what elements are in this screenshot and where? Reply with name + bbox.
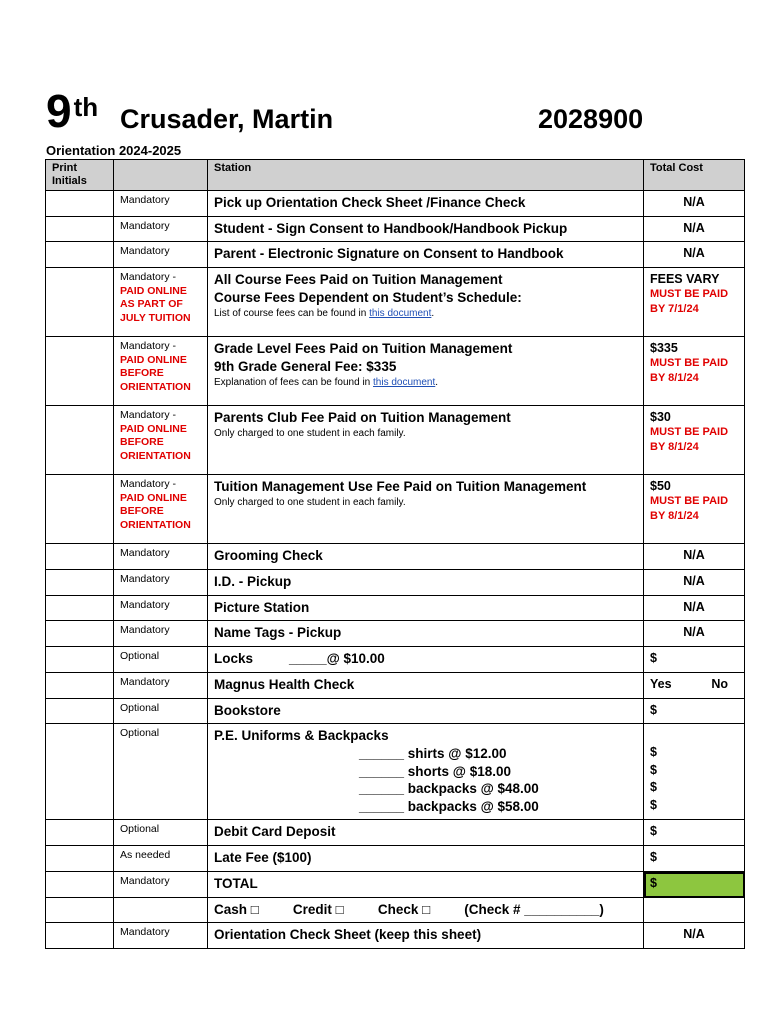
station-cell: Magnus Health Check <box>208 673 644 699</box>
col-header-initials: Print Initials <box>46 160 114 191</box>
station-cell: Late Fee ($100) <box>208 846 644 872</box>
cost-cell: N/A <box>644 544 745 570</box>
requirement-cell: Optional <box>114 699 208 724</box>
initials-cell[interactable] <box>46 621 114 647</box>
locks-quantity-field[interactable]: _____@ $10.00 <box>289 651 385 666</box>
requirement-cell: Optional <box>114 820 208 846</box>
no-option[interactable]: No <box>711 677 728 691</box>
table-row <box>46 673 745 699</box>
table-row <box>46 544 745 570</box>
station-cell: Orientation Check Sheet (keep this sheet) <box>208 923 644 949</box>
orientation-checklist-table <box>45 159 745 949</box>
col-header-requirement <box>114 160 208 191</box>
requirement-cell: Mandatory <box>114 872 208 898</box>
station-cell: Picture Station <box>208 596 644 621</box>
cost-cell[interactable]: $ <box>644 699 745 724</box>
fees-explanation-document-link[interactable]: this document <box>373 377 436 388</box>
initials-cell[interactable] <box>46 724 114 820</box>
table-row <box>46 191 745 217</box>
cost-cell: $30 MUST BE PAID BY 8/1/24 <box>644 406 745 475</box>
station-cell: Tuition Management Use Fee Paid on Tuition Management Only charged to one student in each family. <box>208 475 644 544</box>
credit-checkbox[interactable]: Credit □ <box>292 902 344 917</box>
requirement-cell: Mandatory - PAID ONLINE BEFORE ORIENTATION <box>114 406 208 475</box>
station-cell: P.E. Uniforms & Backpacks ______ shirts @ $12.00 ______ shorts @ $18.00 ______ backpacks @ $48.00 ______ backpacks @ $58.00 <box>208 724 644 820</box>
initials-cell[interactable] <box>46 596 114 621</box>
col-header-total: Total Cost <box>644 160 745 191</box>
requirement-cell: Mandatory - PAID ONLINE BEFORE ORIENTATION <box>114 337 208 406</box>
cost-cell: N/A <box>644 596 745 621</box>
table-row <box>46 872 745 898</box>
station-cell: Bookstore <box>208 699 644 724</box>
requirement-cell: Mandatory <box>114 621 208 647</box>
table-row <box>46 898 745 923</box>
initials-cell[interactable] <box>46 406 114 475</box>
requirement-cell: Mandatory <box>114 923 208 949</box>
station-note: List of course fees can be found in this document. <box>214 308 435 319</box>
student-name: Crusader, Martin <box>120 104 334 134</box>
cost-cell <box>644 898 745 923</box>
initials-cell[interactable] <box>46 820 114 846</box>
table-row <box>46 846 745 872</box>
initials-cell[interactable] <box>46 217 114 242</box>
initials-cell[interactable] <box>46 846 114 872</box>
cost-cell: $335 MUST BE PAID BY 8/1/24 <box>644 337 745 406</box>
station-note: Only charged to one student in each family. <box>214 428 406 439</box>
total-amount-cell[interactable]: $ <box>644 872 745 898</box>
initials-cell[interactable] <box>46 673 114 699</box>
cost-cell: N/A <box>644 242 745 268</box>
cost-cell <box>644 673 745 699</box>
requirement-cell: Mandatory <box>114 544 208 570</box>
requirement-cell: Optional <box>114 647 208 673</box>
station-cell: Debit Card Deposit <box>208 820 644 846</box>
initials-cell[interactable] <box>46 872 114 898</box>
requirement-cell: Mandatory <box>114 191 208 217</box>
student-id: 2028900 <box>538 104 644 134</box>
table-row <box>46 820 745 846</box>
requirement-cell: Mandatory <box>114 242 208 268</box>
table-row <box>46 647 745 673</box>
cost-cell[interactable]: $ <box>644 846 745 872</box>
station-cell: Grade Level Fees Paid on Tuition Management 9th Grade General Fee: $335 Explanation of fees can be found in this document. <box>208 337 644 406</box>
cost-cell: $ $ $ $ <box>644 724 745 820</box>
requirement-cell: Mandatory <box>114 570 208 596</box>
cost-cell: FEES VARY MUST BE PAID BY 7/1/24 <box>644 268 745 337</box>
station-cell: Locks _____@ $10.00 <box>208 647 644 673</box>
initials-cell[interactable] <box>46 898 114 923</box>
station-cell: Pick up Orientation Check Sheet /Finance Check <box>208 191 644 217</box>
table-row <box>46 621 745 647</box>
station-cell: Name Tags - Pickup <box>208 621 644 647</box>
table-row <box>46 337 745 406</box>
initials-cell[interactable] <box>46 570 114 596</box>
shorts-line[interactable]: ______ shorts @ $18.00 <box>359 763 512 779</box>
station-cell: Grooming Check <box>208 544 644 570</box>
initials-cell[interactable] <box>46 337 114 406</box>
requirement-cell: Mandatory - PAID ONLINE BEFORE ORIENTATION <box>114 475 208 544</box>
table-row <box>46 268 745 337</box>
table-row <box>46 570 745 596</box>
backpacks-58-line[interactable]: ______ backpacks @ $58.00 <box>359 798 539 814</box>
table-header-row <box>46 160 745 191</box>
table-row <box>46 242 745 268</box>
cost-cell: N/A <box>644 191 745 217</box>
initials-cell[interactable] <box>46 475 114 544</box>
table-row <box>46 406 745 475</box>
requirement-cell: As needed <box>114 846 208 872</box>
requirement-cell: Mandatory <box>114 596 208 621</box>
station-note: Explanation of fees can be found in this document. <box>214 377 439 388</box>
station-cell: Parents Club Fee Paid on Tuition Management Only charged to one student in each family. <box>208 406 644 475</box>
cash-checkbox[interactable]: Cash □ <box>214 902 259 917</box>
check-number-field[interactable]: (Check # __________) <box>464 902 604 917</box>
cost-cell: N/A <box>644 217 745 242</box>
station-cell: All Course Fees Paid on Tuition Management Course Fees Dependent on Student’s Schedule: List of course fees can be found in this document. <box>208 268 644 337</box>
station-cell: Parent - Electronic Signature on Consent to Handbook <box>208 242 644 268</box>
table-row <box>46 475 745 544</box>
station-cell: Student - Sign Consent to Handbook/Handbook Pickup <box>208 217 644 242</box>
page-header <box>46 86 746 138</box>
orientation-title: Orientation 2024-2025 <box>46 143 182 158</box>
cost-cell[interactable]: $ <box>644 647 745 673</box>
initials-cell[interactable] <box>46 699 114 724</box>
initials-cell[interactable] <box>46 268 114 337</box>
requirement-cell <box>114 898 208 923</box>
cost-cell: N/A <box>644 923 745 949</box>
station-note: Only charged to one student in each family. <box>214 497 406 508</box>
backpacks-48-line[interactable]: ______ backpacks @ $48.00 <box>359 781 539 796</box>
table-row <box>46 923 745 949</box>
cost-cell[interactable]: $ <box>644 820 745 846</box>
initials-cell[interactable] <box>46 647 114 673</box>
cost-cell: N/A <box>644 570 745 596</box>
initials-cell[interactable] <box>46 242 114 268</box>
course-fees-document-link[interactable]: this document <box>369 308 432 319</box>
initials-cell[interactable] <box>46 923 114 949</box>
col-header-station: Station <box>208 160 644 191</box>
check-checkbox[interactable]: Check □ <box>377 902 431 917</box>
cost-cell: N/A <box>644 621 745 647</box>
payment-method-cell <box>208 898 644 923</box>
cost-cell: $50 MUST BE PAID BY 8/1/24 <box>644 475 745 544</box>
initials-cell[interactable] <box>46 544 114 570</box>
table-row <box>46 217 745 242</box>
requirement-cell: Optional <box>114 724 208 820</box>
station-cell: I.D. - Pickup <box>208 570 644 596</box>
initials-cell[interactable] <box>46 191 114 217</box>
table-row <box>46 596 745 621</box>
table-row <box>46 724 745 820</box>
total-label: TOTAL <box>208 872 644 898</box>
requirement-cell: Mandatory <box>114 673 208 699</box>
requirement-cell: Mandatory <box>114 217 208 242</box>
yes-option[interactable]: Yes <box>650 677 672 691</box>
grade-level: 9th <box>46 85 99 137</box>
table-row <box>46 699 745 724</box>
shirts-line[interactable]: ______ shirts @ $12.00 <box>359 746 507 761</box>
requirement-cell: Mandatory - PAID ONLINE AS PART OF JULY TUITION <box>114 268 208 337</box>
